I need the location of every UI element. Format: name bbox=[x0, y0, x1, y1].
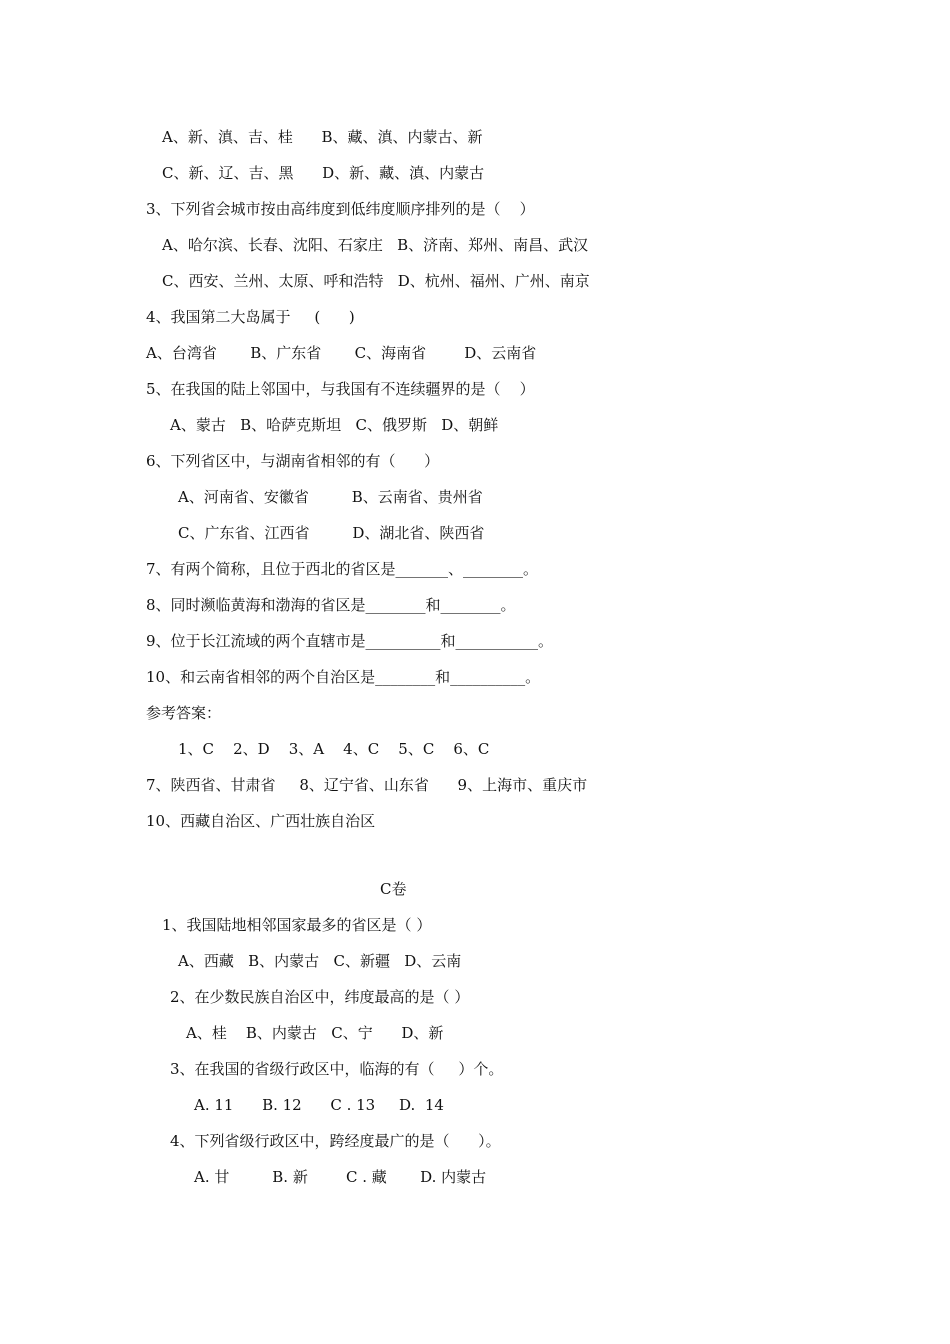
question-c4: 4、下列省级行政区中，跨经度最广的是（ ）。 bbox=[170, 1132, 501, 1150]
question-5: 5、在我国的陆上邻国中，与我国有不连续疆界的是（ ） bbox=[146, 380, 535, 398]
option-line: C、西安、兰州、太原、呼和浩特 D、杭州、福州、广州、南京 bbox=[162, 272, 590, 290]
question-8: 8、同时濒临黄海和渤海的省区是________和________。 bbox=[146, 596, 516, 614]
answer-heading: 参考答案： bbox=[146, 704, 222, 722]
question-6: 6、下列省区中，与湖南省相邻的有（ ） bbox=[146, 452, 440, 470]
option-line: A、新、滇、吉、桂 B、藏、滇、内蒙古、新 bbox=[162, 128, 483, 146]
option-line: C、新、辽、吉、黑 D、新、藏、滇、内蒙古 bbox=[162, 164, 485, 182]
answer-line: 10、西藏自治区、广西壮族自治区 bbox=[146, 812, 376, 830]
question-10: 10、和云南省相邻的两个自治区是________和__________。 bbox=[146, 668, 541, 686]
option-line: A、桂 B、内蒙古 C、宁 D、新 bbox=[186, 1024, 444, 1042]
option-line: A、蒙古 B、哈萨克斯坦 C、俄罗斯 D、朝鲜 bbox=[170, 416, 499, 434]
question-4: 4、我国第二大岛属于 ( ) bbox=[146, 308, 355, 326]
answer-line: 7、陕西省、甘肃省 8、辽宁省、山东省 9、上海市、重庆市 bbox=[146, 776, 588, 794]
option-line: A、哈尔滨、长春、沈阳、石家庄 B、济南、郑州、南昌、武汉 bbox=[162, 236, 589, 254]
option-line: A、河南省、安徽省 B、云南省、贵州省 bbox=[178, 488, 483, 506]
option-line: A. 11 B. 12 C . 13 D. 14 bbox=[194, 1096, 444, 1114]
question-c2: 2、在少数民族自治区中，纬度最高的是（ ） bbox=[170, 988, 470, 1006]
answer-line: 1、C 2、D 3、A 4、C 5、C 6、C bbox=[178, 740, 490, 758]
question-3: 3、下列省会城市按由高纬度到低纬度顺序排列的是（ ） bbox=[146, 200, 535, 218]
question-9: 9、位于长江流域的两个直辖市是__________和___________。 bbox=[146, 632, 554, 650]
option-line: C、广东省、江西省 D、湖北省、陕西省 bbox=[178, 524, 485, 542]
option-line: A、西藏 B、内蒙古 C、新疆 D、云南 bbox=[178, 952, 462, 970]
question-c3: 3、在我国的省级行政区中，临海的有（ ）个。 bbox=[170, 1060, 504, 1078]
question-7: 7、有两个简称，且位于西北的省区是_______、________。 bbox=[146, 560, 539, 578]
section-title: C卷 bbox=[380, 880, 407, 898]
question-c1: 1、我国陆地相邻国家最多的省区是（ ） bbox=[162, 916, 432, 934]
option-line: A、台湾省 B、广东省 C、海南省 D、云南省 bbox=[146, 344, 537, 362]
option-line: A. 甘 B. 新 C . 藏 D. 内蒙古 bbox=[194, 1168, 487, 1186]
